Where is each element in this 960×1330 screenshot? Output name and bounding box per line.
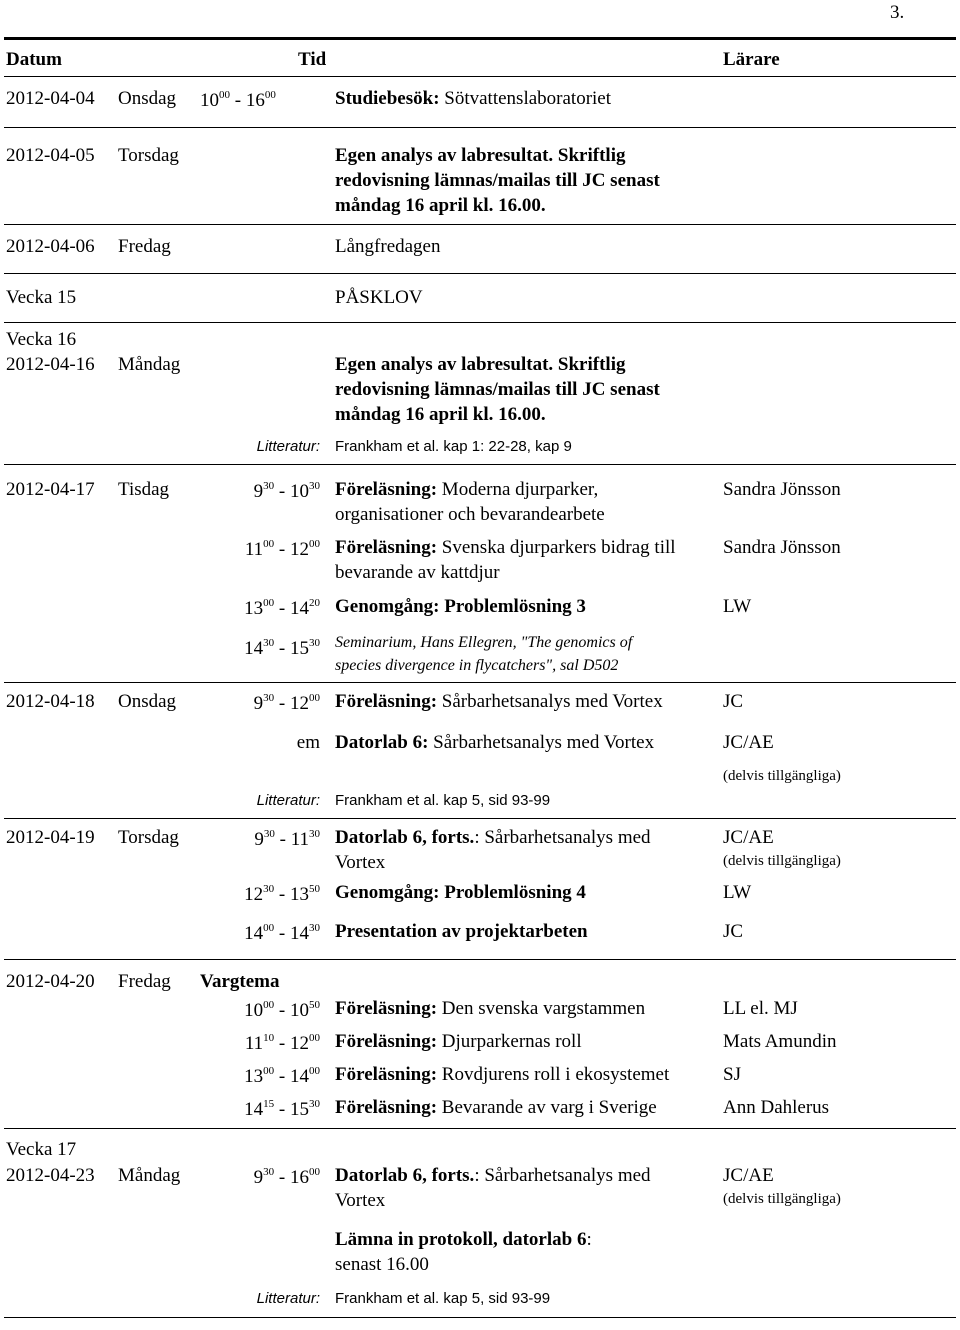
row-day: Torsdag — [118, 145, 179, 166]
teacher: JC/AE — [723, 1165, 774, 1186]
activity: Datorlab 6: Sårbarhetsanalys med Vortex — [335, 732, 655, 753]
activity-line: Vortex — [335, 852, 386, 873]
activity: Datorlab 6, forts.: Sårbarhetsanalys med — [335, 827, 651, 848]
row-date: 2012-04-04 — [6, 88, 95, 109]
literature-label: Litteratur: — [256, 438, 320, 455]
row-divider — [4, 1128, 956, 1129]
activity-line: Egen analys av labresultat. Skriftlig — [335, 354, 626, 375]
row-divider — [4, 1317, 956, 1318]
page-number: 3. — [890, 2, 905, 23]
row-day: Måndag — [118, 354, 181, 375]
activity: Studiebesök: Sötvattenslaboratoriet — [335, 88, 612, 109]
activity-line: Vortex — [335, 1190, 386, 1211]
activity-line: måndag 16 april kl. 16.00. — [335, 195, 546, 216]
time-range: $14^{15} - 15^{30}$ — [244, 1098, 320, 1120]
teacher: Sandra Jönsson — [723, 537, 841, 558]
time-range: $9^{30} - 16^{00}$ — [253, 1166, 320, 1188]
row-date: 2012-04-20 — [6, 971, 95, 992]
row-date: 2012-04-17 — [6, 479, 95, 500]
activity: Föreläsning: Moderna djurparker, — [335, 479, 599, 500]
teacher: Sandra Jönsson — [723, 479, 841, 500]
row-day: Tisdag — [118, 479, 170, 500]
activity: Långfredagen — [335, 236, 441, 257]
seminar-line: Seminarium, Hans Ellegren, "The genomics of — [335, 634, 633, 651]
teacher: Ann Dahlerus — [723, 1097, 830, 1118]
time-label: em — [296, 732, 320, 753]
row-divider — [4, 127, 956, 128]
teacher: LW — [723, 596, 752, 617]
row-day: Onsdag — [118, 88, 177, 109]
activity: Datorlab 6, forts.: Sårbarhetsanalys med — [335, 1165, 651, 1186]
teacher: LL el. MJ — [723, 998, 798, 1019]
teacher-note: (delvis tillgängliga) — [723, 1191, 841, 1207]
week-label: Vecka 16 — [6, 329, 77, 350]
row-date: 2012-04-05 — [6, 145, 95, 166]
activity-line: organisationer och bevarandearbete — [335, 504, 605, 525]
literature-text: Frankham et al. kap 1: 22-28, kap 9 — [335, 438, 572, 455]
row-day: Onsdag — [118, 691, 177, 712]
row-divider — [4, 224, 956, 225]
time-range: $10^{00} - 16^{00}$ — [200, 89, 276, 111]
time-range: $13^{00} - 14^{20}$ — [244, 597, 320, 619]
row-divider — [4, 273, 956, 274]
row-divider — [4, 464, 956, 465]
teacher-note: (delvis tillgängliga) — [723, 768, 841, 784]
row-divider — [4, 818, 956, 819]
row-divider — [4, 682, 956, 683]
activity: Föreläsning: Den svenska vargstammen — [335, 998, 646, 1019]
time-range: $14^{00} - 14^{30}$ — [244, 922, 320, 944]
week-label: Vecka 15 — [6, 287, 77, 308]
time-range: $11^{00} - 12^{00}$ — [244, 538, 320, 560]
literature-label: Litteratur: — [256, 792, 320, 809]
time-range: $9^{30} - 11^{30}$ — [254, 828, 320, 850]
header-teacher: Lärare — [723, 49, 780, 70]
time-range: $14^{30} - 15^{30}$ — [244, 637, 320, 659]
submission-note: Lämna in protokoll, datorlab 6: — [335, 1229, 592, 1250]
header-top-rule — [4, 37, 956, 40]
activity-line: Egen analys av labresultat. Skriftlig — [335, 145, 626, 166]
literature-text: Frankham et al. kap 5, sid 93-99 — [335, 792, 551, 809]
literature-label: Litteratur: — [256, 1290, 320, 1307]
row-divider — [4, 322, 956, 323]
time-range: $10^{00} - 10^{50}$ — [244, 999, 320, 1021]
teacher: JC/AE — [723, 732, 774, 753]
teacher: LW — [723, 882, 752, 903]
time-range: $11^{10} - 12^{00}$ — [244, 1032, 320, 1054]
teacher: JC — [723, 921, 744, 942]
activity-line: redovisning lämnas/mailas till JC senast — [335, 170, 660, 191]
activity: Presentation av projektarbeten — [335, 921, 588, 942]
activity: Genomgång: Problemlösning 3 — [335, 596, 586, 617]
row-day: Fredag — [118, 236, 171, 257]
activity: PÅSKLOV — [335, 287, 423, 308]
week-label: Vecka 17 — [6, 1139, 77, 1160]
literature-text: Frankham et al. kap 5, sid 93-99 — [335, 1290, 551, 1307]
activity: Genomgång: Problemlösning 4 — [335, 882, 586, 903]
header-bottom-rule — [4, 76, 956, 77]
activity: Föreläsning: Djurparkernas roll — [335, 1031, 582, 1052]
row-date: 2012-04-23 — [6, 1165, 95, 1186]
activity-line: redovisning lämnas/mailas till JC senast — [335, 379, 660, 400]
activity-line: bevarande av kattdjur — [335, 562, 500, 583]
time-range: $13^{00} - 14^{00}$ — [244, 1065, 320, 1087]
row-date: 2012-04-16 — [6, 354, 95, 375]
activity: Föreläsning: Svenska djurparkers bidrag till — [335, 537, 676, 558]
activity: Föreläsning: Sårbarhetsanalys med Vortex — [335, 691, 663, 712]
time-range: $9^{30} - 12^{00}$ — [253, 692, 320, 714]
teacher: Mats Amundin — [723, 1031, 837, 1052]
seminar-line: species divergence in flycatchers", sal D502 — [335, 657, 619, 674]
time-range: $9^{30} - 10^{30}$ — [253, 480, 320, 502]
teacher-note: (delvis tillgängliga) — [723, 853, 841, 869]
row-day: Torsdag — [118, 827, 179, 848]
teacher: JC/AE — [723, 827, 774, 848]
row-date: 2012-04-06 — [6, 236, 95, 257]
submission-deadline: senast 16.00 — [335, 1254, 429, 1275]
activity: Föreläsning: Bevarande av varg i Sverige — [335, 1097, 657, 1118]
teacher: JC — [723, 691, 744, 712]
row-date: 2012-04-19 — [6, 827, 95, 848]
theme-label: Vargtema — [200, 971, 280, 992]
row-divider — [4, 959, 956, 960]
activity-line: måndag 16 april kl. 16.00. — [335, 404, 546, 425]
row-day: Fredag — [118, 971, 171, 992]
time-range: $12^{30} - 13^{50}$ — [244, 883, 320, 905]
header-date: Datum — [6, 49, 62, 70]
teacher: SJ — [723, 1064, 741, 1085]
row-date: 2012-04-18 — [6, 691, 95, 712]
header-time: Tid — [298, 49, 327, 70]
row-day: Måndag — [118, 1165, 181, 1186]
activity: Föreläsning: Rovdjurens roll i ekosystemet — [335, 1064, 670, 1085]
